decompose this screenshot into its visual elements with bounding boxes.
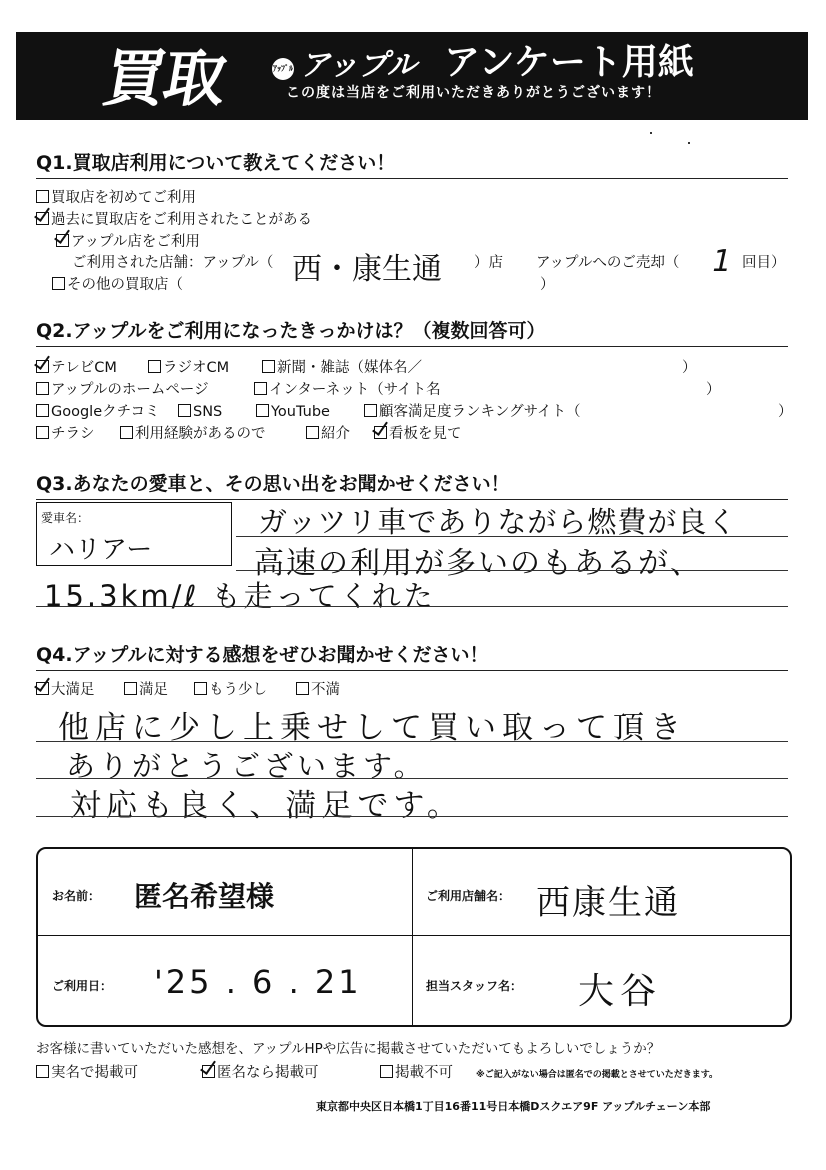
q3-memory-line-3[interactable]: 15.3km/ℓ も走ってくれた [44,579,436,613]
q1-option-apple[interactable] [56,233,200,251]
q1-count-label: アップルへのご売却（ [536,255,680,271]
q3-writing-line-3 [36,606,788,607]
checkbox-other[interactable] [52,277,65,290]
q3-memory-line-1[interactable]: ガッツリ車でありながら燃費が良く [258,505,738,539]
consent-not-allowed-label: 掲載不可 [395,1065,453,1081]
checkbox-youtube[interactable] [256,404,269,417]
checkbox-flyer[interactable] [36,426,49,439]
store-label: ご利用店舗名： [426,889,511,903]
q2-sns-label: SNS [193,404,223,420]
checkbox-satisfied[interactable] [124,682,137,695]
checkbox-very-satisfied[interactable] [36,682,49,695]
store-value[interactable]: 西康生通 [536,883,680,923]
apple-logo-icon: ｱｯﾌﾟﾙ [272,58,294,80]
checkbox-real-name[interactable] [36,1065,49,1078]
q4-unsatisfied-label: 不満 [311,682,340,698]
consent-note: ※ご記入がない場合は匿名での掲載とさせていただきます。 [476,1070,719,1080]
q2-newspaper-close: ） [682,360,697,376]
q2-experience-label: 利用経験があるので [135,426,266,442]
q4-little-more[interactable] [194,681,267,699]
q4-writing-line-3 [36,816,788,817]
checkbox-experience[interactable] [120,426,133,439]
q4-satisfied-label: 満足 [139,682,168,698]
q2-signboard-label: 看板を見て [389,426,462,442]
customer-info-panel [36,847,792,1027]
date-value[interactable]: '25 . 6 . 21 [154,963,362,1001]
q1-option-other[interactable] [52,276,183,294]
q4-comment-line-1[interactable]: 他店に少し上乗せして買い取って頂き [58,710,687,746]
q2-homepage[interactable] [36,381,209,399]
scan-dot [688,142,690,144]
q1-rule [36,178,788,179]
checkbox-radio[interactable] [148,360,161,373]
q2-newspaper[interactable] [262,359,422,377]
q2-title: Q2.アップルをご利用になったきっかけは？（複数回答可） [36,320,546,342]
checkbox-newspaper[interactable] [262,360,275,373]
checkbox-signboard[interactable] [374,426,387,439]
checkbox-google[interactable] [36,404,49,417]
q2-internet-close: ） [706,382,721,398]
header-banner [16,32,808,120]
checkbox-tv[interactable] [36,360,49,373]
q2-ranking-close: ） [778,404,793,420]
q2-rule [36,346,788,347]
q2-homepage-label: アップルのホームページ [51,382,209,398]
q4-very-satisfied[interactable] [36,681,95,699]
q2-ranking-label: 顧客満足度ランキングサイト（ [379,404,581,420]
q4-comment-line-3[interactable]: 対応も良く、満足です。 [70,788,463,824]
q3-title: Q3.あなたの愛車と、その思い出をお聞かせください！ [36,473,510,495]
checkbox-not-allowed[interactable] [380,1065,393,1078]
q3-writing-line-2 [236,570,788,571]
q2-flyer[interactable] [36,425,95,443]
q4-satisfied[interactable] [124,681,168,699]
date-label: ご利用日： [52,979,113,993]
q2-tv[interactable] [36,359,117,377]
checkbox-before[interactable] [36,212,49,225]
q2-sns[interactable] [178,403,222,421]
checkbox-unsatisfied[interactable] [296,682,309,695]
staff-value[interactable]: 大谷 [578,971,663,1012]
scan-dot [650,132,652,134]
q1-option-other-label: その他の買取店（ [67,277,183,293]
q1-store-value[interactable]: 西・康生通 [292,252,442,287]
footer-address: 東京都中央区日本橋1丁目16番11号日本橋Dスクエア9F アップルチェーン本部 [316,1100,711,1113]
q2-radio[interactable] [148,359,229,377]
car-name-value[interactable]: ハリアー [49,535,153,565]
checkbox-apple[interactable] [56,234,69,247]
checkbox-referral[interactable] [306,426,319,439]
car-name-label: 愛車名： [41,511,90,525]
q3-writing-line-1 [236,536,788,537]
brand-name [272,40,417,84]
q1-title: Q1.買取店利用について教えてください！ [36,152,396,174]
q1-store-label: ご利用された店舗：アップル（ [72,255,274,271]
panel-divider-horizontal [38,935,790,936]
q2-google-label: Googleクチコミ [51,404,160,420]
panel-divider-vertical [412,849,413,1025]
q4-writing-line-2 [36,778,788,779]
checkbox-homepage[interactable] [36,382,49,395]
q2-google[interactable] [36,403,160,421]
q4-comment-line-2[interactable]: ありがとうございます。 [66,749,427,783]
q2-internet-label: インターネット（サイト名 [269,382,441,398]
consent-anonymous[interactable] [202,1064,319,1082]
checkbox-sns[interactable] [178,404,191,417]
checkbox-ranking[interactable] [364,404,377,417]
q2-tv-label: テレビCM [51,360,117,376]
checkbox-internet[interactable] [254,382,267,395]
form-title: アンケート用紙 [444,42,694,83]
q4-writing-line-1 [36,741,788,742]
brand-text: アップル [300,48,417,83]
q4-rule [36,670,788,671]
consent-question: お客様に書いていただいた感想を、アップルHPや広告に掲載させていただいてもよろしいでしょうか？ [36,1041,661,1057]
q1-option-first-label: 買取店を初めてご利用 [51,190,196,206]
q1-count-suffix: 回目） [742,255,786,271]
q2-newspaper-label: 新聞・雑誌（媒体名／ [277,360,422,376]
q2-flyer-label: チラシ [51,426,95,442]
q1-count-value[interactable]: 1 [708,244,735,279]
consent-real-name-label: 実名で掲載可 [51,1065,138,1081]
q2-experience[interactable] [120,425,266,443]
thanks-message: この度は当店をご利用いただきありがとうございます！ [286,85,661,101]
q1-store-suffix: ）店 [474,255,503,271]
q2-youtube-label: YouTube [271,404,330,420]
q2-ranking[interactable] [364,403,581,421]
q4-very-satisfied-label: 大満足 [51,682,95,698]
q2-signboard[interactable] [374,425,462,443]
staff-label: 担当スタッフ名： [426,979,523,993]
name-label: お名前： [52,889,101,903]
q4-little-more-label: もう少し [209,682,267,698]
q1-other-close: ） [540,277,555,293]
kaitori-title: 買取 [97,42,231,115]
q2-referral[interactable] [306,425,350,443]
q4-unsatisfied[interactable] [296,681,340,699]
car-name-box[interactable] [36,502,232,566]
checkbox-little-more[interactable] [194,682,207,695]
q1-option-apple-label: アップル店をご利用 [71,234,200,250]
consent-anonymous-label: 匿名なら掲載可 [217,1065,319,1081]
q4-title: Q4.アップルに対する感想をぜひお聞かせください！ [36,644,489,666]
checkbox-anonymous[interactable] [202,1065,215,1078]
q2-referral-label: 紹介 [321,426,350,442]
q2-youtube[interactable] [256,403,330,421]
q1-option-first[interactable] [36,189,196,207]
q3-memory-line-2[interactable]: 高速の利用が多いのもあるが、 [254,546,702,581]
checkbox-first[interactable] [36,190,49,203]
consent-real-name[interactable] [36,1064,138,1082]
name-value[interactable]: 匿名希望様 [134,880,275,913]
consent-not-allowed[interactable] [380,1064,453,1082]
q1-option-before-label: 過去に買取店をご利用されたことがある [51,212,312,228]
q2-internet[interactable] [254,381,441,399]
q2-radio-label: ラジオCM [163,360,230,376]
q1-option-before[interactable] [36,211,312,229]
